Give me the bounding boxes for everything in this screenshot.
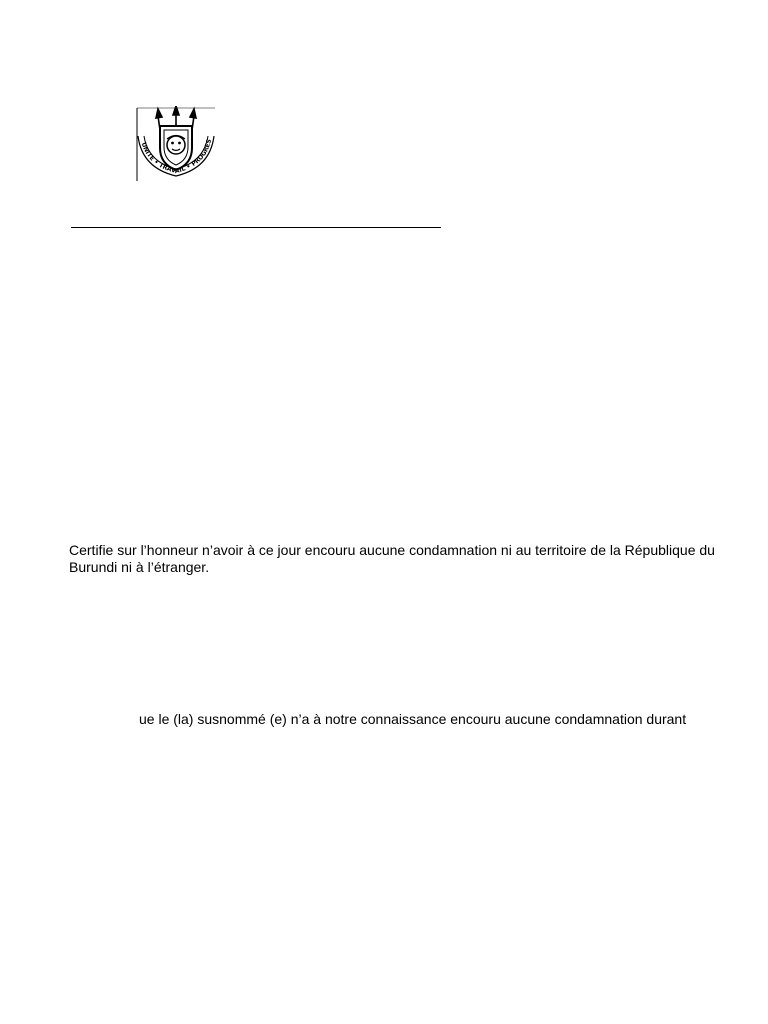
burundi-coat-of-arms-icon [136, 106, 216, 182]
coat-of-arms-emblem [136, 106, 216, 182]
emblem-motto: UNITE • TRAVAIL • PROGRES [139, 138, 214, 176]
horizontal-rule [71, 227, 441, 228]
attestation-paragraph: ue le (la) susnommé (e) n’a à notre connaissance encouru aucune condamnation durant [139, 711, 687, 727]
certification-paragraph: Certifie sur l’honneur n’avoir à ce jour encouru aucune condamnation ni au territoire de la République du Burundi ni à l’étranger. [69, 542, 715, 575]
